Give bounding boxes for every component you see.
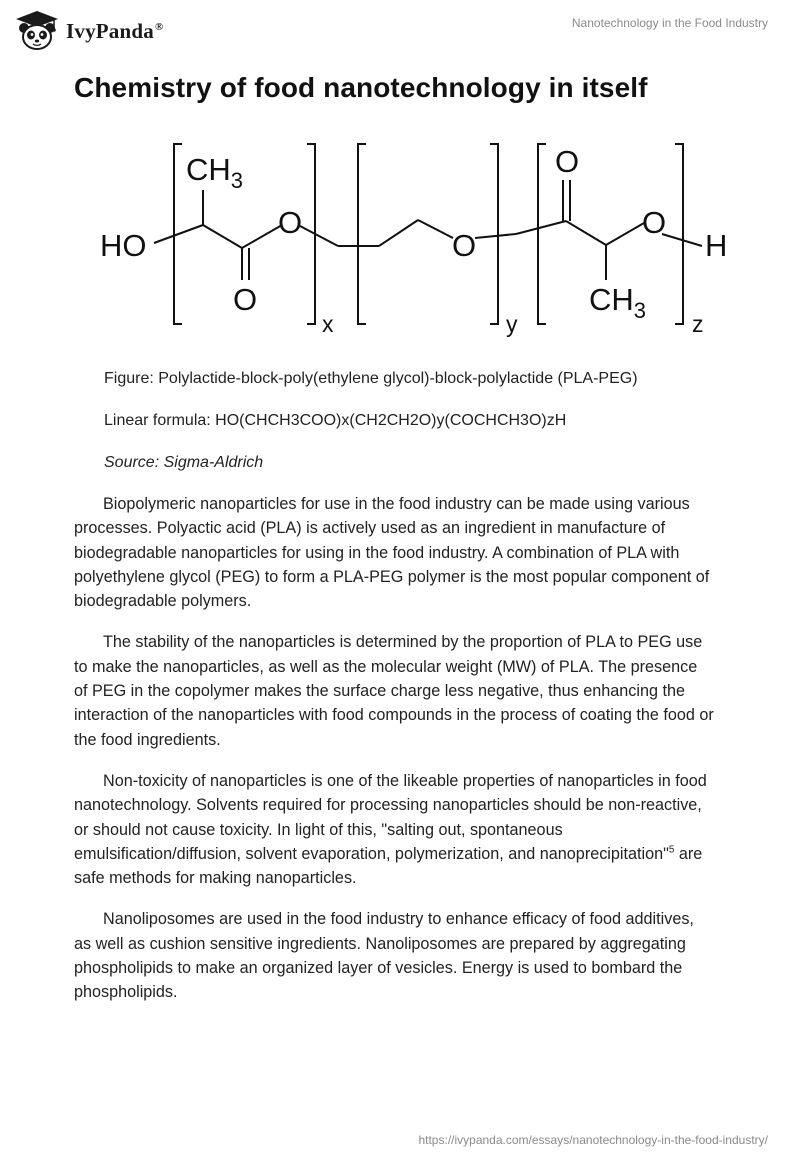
section-heading: Chemistry of food nanotechnology in itself (74, 72, 648, 103)
paragraph: The stability of the nanoparticles is determined by the proportion of PLA to PEG use to make the nanoparticles, as well as the molecular weight (MW) of PLA. The presence of PEG in the copolymer makes the surface charge less negative, thus enhancing the interaction of the nanoparticles with food compounds in the process of coating the food or the food ingredients. (74, 633, 714, 749)
article-body (74, 492, 714, 1022)
subscript-x: x (322, 311, 334, 337)
bond-peg-2 (379, 220, 418, 246)
subscript-z: z (692, 311, 704, 337)
paragraph: Nanoliposomes are used in the food industry to enhance efficacy of food additives, as well as cushion sensitive ingredients. Nanoliposomes are prepared by aggregating phospholipids to make an organized layer of vesicles. Energy is used to bombard the phospholipids. (74, 910, 694, 1002)
bond-ho-c (154, 225, 203, 243)
bond-c-carbonyl (203, 225, 242, 248)
atom-o-link1: O (278, 205, 303, 240)
page-header (0, 0, 800, 62)
document-title: Nanotechnology in the Food Industry (571, 16, 768, 30)
bond-carbonyl-c (566, 221, 606, 245)
atom-o-carbonyl1: O (233, 282, 258, 317)
footnote-marker[interactable]: 5 (668, 844, 675, 856)
brand-logo[interactable] (14, 10, 163, 52)
bracket-z-left (538, 144, 546, 324)
figure-caption: Figure: Polylactide-block-poly(ethylene glycol)-block-polylactide (PLA-PEG) (104, 370, 638, 387)
figure-source: Source: Sigma-Aldrich (104, 454, 264, 471)
brand-name: IvyPanda® (66, 18, 164, 43)
bracket-z-right (675, 144, 683, 324)
bond-c-o (242, 225, 282, 248)
group-ch3-bottom: $CH_3$ (589, 282, 647, 323)
group-ch3-top: $CH_3$ (186, 152, 244, 193)
linear-formula: Linear formula: HO(CHCH3COO)x(CH2CH2O)y(COCHCH3O)zH (104, 412, 567, 429)
bond-peg-3 (418, 220, 453, 238)
atom-ho: HO (100, 228, 147, 263)
bond-chain-carbonyl (516, 221, 566, 234)
bond-peg-4 (475, 234, 516, 238)
bond-c-o2 (606, 223, 644, 245)
subscript-y: y (506, 311, 518, 337)
atom-o-link2: O (642, 205, 667, 240)
bond-o-chain (300, 226, 338, 246)
atom-o-carbonyl2: O (555, 144, 580, 179)
bracket-y-left (358, 144, 366, 324)
atom-o-peg: O (452, 228, 477, 263)
paragraph: Non-toxicity of nanoparticles is one of the likeable properties of nanoparticles in food nanotechnology. Solvents required for processing nanoparticles should be non-reactive, or should not cause toxicity. In light of this, "salting out, spontaneous emulsification/diffusion, solvent evaporation, polymerization, and nanoprecipitation"$^5$ are safe methods for making nanoparticles. (74, 771, 707, 888)
paragraph: Biopolymeric nanoparticles for use in the food industry can be made using various processes. Polyactic acid (PLA) is actively used as an ingredient in manufacture of biodegradable nanoparticles for using in the food industry. A combination of PLA with polyethylene glycol (PEG) to form a PLA-PEG polymer is the most popular component of biodegradable polymers. (74, 495, 710, 611)
bracket-y-right (490, 144, 498, 324)
atom-h: H (705, 228, 728, 263)
panda-graduate-icon (14, 10, 60, 52)
source-url[interactable]: https://ivypanda.com/essays/nanotechnology-in-the-food-industry/ (418, 1133, 768, 1147)
pla-peg-structure-figure (70, 130, 730, 342)
